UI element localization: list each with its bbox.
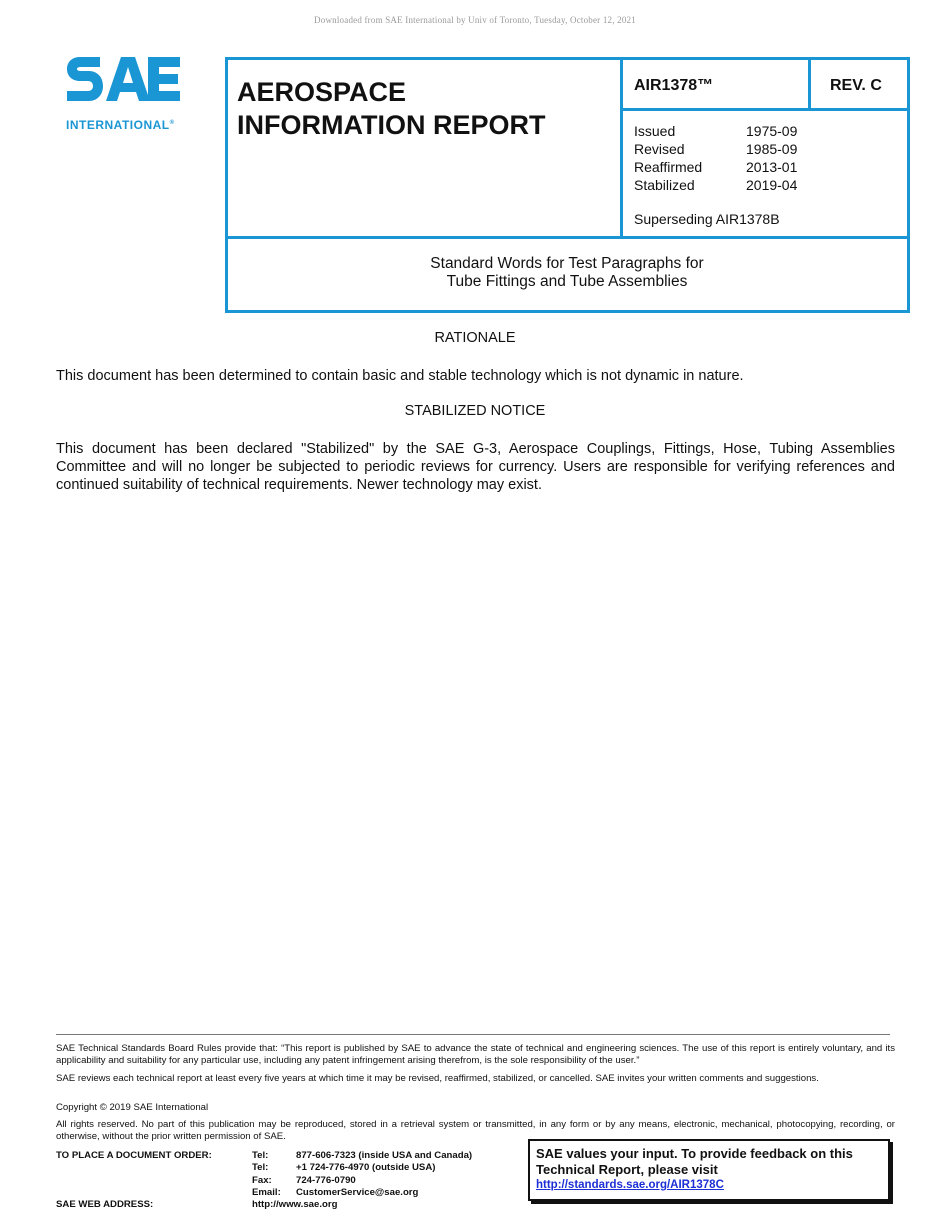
rationale-heading: RATIONALE (434, 330, 516, 346)
stabilized-heading: STABILIZED NOTICE (404, 403, 546, 419)
history-date: 2019-04 (746, 177, 798, 193)
rationale-text: This document has been determined to contain basic and stable technology which is not dynamic in nature. (56, 368, 744, 384)
history-label: Revised (634, 141, 685, 157)
history-row (634, 140, 797, 158)
document-title (228, 255, 906, 291)
document-type-line2: INFORMATION REPORT (237, 110, 546, 140)
rights-text: All rights reserved. No part of this publication may be reproduced, stored in a retrieval system or transmitted, in any form or by any means, electronic, mechanical, photocopying, recording, or otherwise, without the prior written permission of SAE. (56, 1119, 895, 1142)
download-note: Downloaded from SAE International by Univ of Toronto, Tuesday, October 12, 2021 (314, 15, 636, 25)
contact-value: 877-606-7323 (inside USA and Canada) (296, 1150, 473, 1161)
contact-list (252, 1150, 472, 1211)
contact-key: Tel: (252, 1150, 269, 1161)
history-date: 2013-01 (746, 159, 798, 175)
logo-subtitle (66, 118, 175, 132)
order-label: TO PLACE A DOCUMENT ORDER: (56, 1150, 212, 1161)
feedback-link[interactable]: http://standards.sae.org/AIR1378C (536, 1179, 724, 1191)
header-divider-number (620, 108, 907, 111)
board-rules-text: SAE Technical Standards Board Rules provide that: “This report is published by SAE to advance the state of technical and engineering sciences. The use of this report is entirely voluntary, and its applicability and suitability for any particular use, including any patent infringement arising therefrom, is the sole responsibility of the user.” (56, 1043, 895, 1066)
contact-email[interactable]: CustomerService@sae.org (296, 1186, 419, 1198)
registered-mark: ® (169, 120, 175, 126)
logo-subtitle-text: INTERNATIONAL (66, 118, 170, 132)
copyright: Copyright © 2019 SAE International (56, 1102, 209, 1113)
history-label: Reaffirmed (634, 159, 703, 175)
title-line1: Standard Words for Test Paragraphs for (430, 255, 704, 272)
document-type (237, 76, 607, 142)
revision-label: REV. C (830, 77, 882, 94)
header-divider-vertical (620, 60, 623, 237)
header-divider-rev (808, 60, 811, 110)
history-row (634, 158, 797, 176)
header-divider-title (228, 236, 907, 239)
contact-key: Email: (252, 1186, 281, 1198)
superseding-note: Superseding AIR1378B (634, 211, 780, 227)
contact-value: +1 724-776-4970 (outside USA) (296, 1162, 436, 1174)
footer-divider (56, 1034, 890, 1035)
review-note: SAE reviews each technical report at least every five years at which time it may be revised, reaffirmed, stabilized, or cancelled. SAE invites your written comments and suggestions. (56, 1073, 819, 1084)
feedback-text: SAE values your input. To provide feedback on this Technical Report, please visit (536, 1146, 853, 1177)
contact-value: 724-776-0790 (296, 1174, 356, 1186)
sae-logo-mark (66, 54, 191, 116)
history-date: 1985-09 (746, 141, 798, 157)
stabilized-text: This document has been declared "Stabilized" by the SAE G-3, Aerospace Couplings, Fittings, Hose, Tubing Assemblies Committee and will no longer be subjected to periodic reviews for currency. Users are responsible for verifying references and continued suitability of technical requirements. Newer technology may exist. (56, 441, 895, 493)
contact-row (252, 1162, 472, 1174)
contact-row (252, 1175, 472, 1187)
title-line2: Tube Fittings and Tube Assemblies (446, 273, 688, 290)
history-row (634, 176, 797, 194)
document-number: AIR1378™ (634, 77, 714, 94)
revision-history (634, 122, 797, 194)
document-type-line1: AEROSPACE (237, 77, 407, 107)
history-row (634, 122, 797, 140)
history-date: 1975-09 (746, 123, 798, 139)
contact-key: Fax: (252, 1174, 272, 1186)
web-row (252, 1199, 472, 1211)
contact-key: Tel: (252, 1162, 269, 1174)
feedback-box (528, 1139, 890, 1201)
history-label: Stabilized (634, 177, 695, 193)
contact-row (252, 1150, 472, 1162)
history-label: Issued (634, 123, 676, 139)
contact-row (252, 1187, 472, 1199)
web-address-label: SAE WEB ADDRESS: (56, 1199, 154, 1210)
web-url[interactable]: http://www.sae.org (252, 1199, 338, 1211)
